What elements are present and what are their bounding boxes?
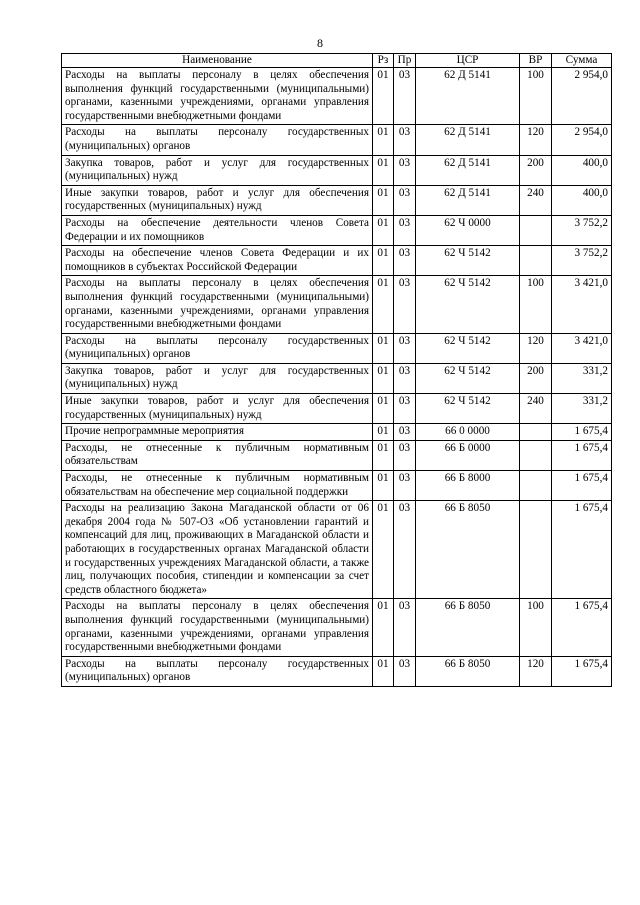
cell-csr: 62 Ч 0000 (416, 215, 520, 245)
cell-csr: 62 Ч 5142 (416, 276, 520, 333)
cell-pr: 03 (394, 333, 416, 363)
cell-name: Расходы, не отнесенные к публичным нормативным обязательствам на обеспечение мер социальной поддержки (62, 471, 373, 501)
cell-pr: 03 (394, 215, 416, 245)
table-row (62, 424, 612, 441)
table-header-row (62, 54, 612, 68)
cell-vr: 100 (520, 599, 552, 656)
cell-csr: 62 Д 5141 (416, 125, 520, 155)
cell-csr: 66 Б 8050 (416, 501, 520, 599)
cell-pr: 03 (394, 363, 416, 393)
cell-vr: 200 (520, 363, 552, 393)
cell-pr: 03 (394, 125, 416, 155)
cell-rz: 01 (373, 471, 394, 501)
cell-sum: 3 752,2 (552, 246, 612, 276)
cell-vr: 240 (520, 394, 552, 424)
cell-rz: 01 (373, 599, 394, 656)
cell-csr: 66 Б 8000 (416, 471, 520, 501)
cell-csr: 66 0 0000 (416, 424, 520, 441)
cell-sum: 400,0 (552, 155, 612, 185)
table-row (62, 155, 612, 185)
table-row (62, 599, 612, 656)
cell-csr: 62 Д 5141 (416, 68, 520, 125)
cell-csr: 62 Ч 5142 (416, 333, 520, 363)
cell-pr: 03 (394, 276, 416, 333)
cell-csr: 62 Д 5141 (416, 155, 520, 185)
table-row (62, 185, 612, 215)
cell-vr (520, 471, 552, 501)
cell-name: Расходы на обеспечение членов Совета Федерации и их помощников в субъектах Российской Федерации (62, 246, 373, 276)
table-row (62, 276, 612, 333)
table-row (62, 656, 612, 686)
cell-csr: 66 Б 8050 (416, 599, 520, 656)
cell-sum: 1 675,4 (552, 440, 612, 470)
cell-pr: 03 (394, 185, 416, 215)
cell-sum: 3 421,0 (552, 333, 612, 363)
cell-csr: 62 Ч 5142 (416, 363, 520, 393)
header-sum: Сумма (552, 54, 612, 68)
cell-vr (520, 215, 552, 245)
cell-vr (520, 501, 552, 599)
table-row (62, 125, 612, 155)
table-row (62, 363, 612, 393)
cell-sum: 2 954,0 (552, 125, 612, 155)
cell-pr: 03 (394, 155, 416, 185)
cell-sum: 1 675,4 (552, 471, 612, 501)
cell-rz: 01 (373, 68, 394, 125)
table-row (62, 440, 612, 470)
table-row (62, 394, 612, 424)
cell-csr: 62 Ч 5142 (416, 394, 520, 424)
cell-rz: 01 (373, 276, 394, 333)
cell-name: Расходы, не отнесенные к публичным нормативным обязательствам (62, 440, 373, 470)
table-row (62, 215, 612, 245)
budget-table (61, 53, 612, 687)
cell-sum: 400,0 (552, 185, 612, 215)
cell-sum: 2 954,0 (552, 68, 612, 125)
cell-rz: 01 (373, 333, 394, 363)
cell-pr: 03 (394, 424, 416, 441)
cell-csr: 66 Б 8050 (416, 656, 520, 686)
table-body (62, 68, 612, 687)
table-row (62, 68, 612, 125)
cell-vr (520, 246, 552, 276)
cell-rz: 01 (373, 394, 394, 424)
cell-name: Иные закупки товаров, работ и услуг для обеспечения государственных (муниципальных) нужд (62, 394, 373, 424)
cell-pr: 03 (394, 599, 416, 656)
table-row (62, 471, 612, 501)
cell-name: Расходы на обеспечение деятельности членов Совета Федерации и их помощников (62, 215, 373, 245)
cell-rz: 01 (373, 215, 394, 245)
cell-name: Расходы на выплаты персоналу в целях обеспечения выполнения функций государственными (муниципальными) органами, казенными учреждениями, органами управления государственными внебюджетными фондами (62, 68, 373, 125)
cell-vr: 200 (520, 155, 552, 185)
cell-rz: 01 (373, 656, 394, 686)
cell-rz: 01 (373, 246, 394, 276)
cell-vr: 120 (520, 333, 552, 363)
cell-rz: 01 (373, 424, 394, 441)
cell-vr: 100 (520, 276, 552, 333)
cell-rz: 01 (373, 155, 394, 185)
cell-name: Расходы на выплаты персоналу государственных (муниципальных) органов (62, 125, 373, 155)
cell-sum: 3 421,0 (552, 276, 612, 333)
cell-pr: 03 (394, 471, 416, 501)
cell-vr: 120 (520, 656, 552, 686)
cell-rz: 01 (373, 185, 394, 215)
cell-rz: 01 (373, 125, 394, 155)
cell-vr (520, 424, 552, 441)
header-csr: ЦСР (416, 54, 520, 68)
cell-name: Расходы на выплаты персоналу в целях обеспечения выполнения функций государственными (муниципальными) органами, казенными учреждениями, органами управления государственными внебюджетными фондами (62, 599, 373, 656)
header-name: Наименование (62, 54, 373, 68)
cell-csr: 62 Ч 5142 (416, 246, 520, 276)
cell-name: Закупка товаров, работ и услуг для государственных (муниципальных) нужд (62, 363, 373, 393)
cell-pr: 03 (394, 394, 416, 424)
cell-sum: 1 675,4 (552, 501, 612, 599)
cell-sum: 1 675,4 (552, 599, 612, 656)
table-row (62, 246, 612, 276)
header-pr: Пр (394, 54, 416, 68)
header-vr: ВР (520, 54, 552, 68)
cell-rz: 01 (373, 501, 394, 599)
cell-sum: 331,2 (552, 363, 612, 393)
cell-name: Иные закупки товаров, работ и услуг для обеспечения государственных (муниципальных) нужд (62, 185, 373, 215)
cell-pr: 03 (394, 68, 416, 125)
header-rz: Рз (373, 54, 394, 68)
cell-pr: 03 (394, 246, 416, 276)
cell-name: Прочие непрограммные мероприятия (62, 424, 373, 441)
cell-vr (520, 440, 552, 470)
cell-vr: 120 (520, 125, 552, 155)
cell-vr: 100 (520, 68, 552, 125)
cell-sum: 3 752,2 (552, 215, 612, 245)
cell-name: Расходы на выплаты персоналу государственных (муниципальных) органов (62, 656, 373, 686)
cell-sum: 331,2 (552, 394, 612, 424)
cell-csr: 62 Д 5141 (416, 185, 520, 215)
cell-rz: 01 (373, 440, 394, 470)
table-row (62, 333, 612, 363)
page-number: 8 (317, 36, 323, 50)
cell-csr: 66 Б 0000 (416, 440, 520, 470)
table-row (62, 501, 612, 599)
cell-pr: 03 (394, 440, 416, 470)
cell-vr: 240 (520, 185, 552, 215)
cell-pr: 03 (394, 501, 416, 599)
cell-name: Расходы на реализацию Закона Магаданской области от 06 декабря 2004 года № 507-ОЗ «Об установлении гарантий и компенсаций для лиц, проживающих в Магаданской области и работающих в государственных органах Магаданской области и государственных учреждениях Магаданской области, а также лиц, получающих пособия, стипендии и компенсации за счет средств областного бюджета» (62, 501, 373, 599)
cell-sum: 1 675,4 (552, 424, 612, 441)
cell-sum: 1 675,4 (552, 656, 612, 686)
cell-pr: 03 (394, 656, 416, 686)
cell-rz: 01 (373, 363, 394, 393)
cell-name: Закупка товаров, работ и услуг для государственных (муниципальных) нужд (62, 155, 373, 185)
cell-name: Расходы на выплаты персоналу в целях обеспечения выполнения функций государственными (муниципальными) органами, казенными учреждениями, органами управления государственными внебюджетными фондами (62, 276, 373, 333)
cell-name: Расходы на выплаты персоналу государственных (муниципальных) органов (62, 333, 373, 363)
